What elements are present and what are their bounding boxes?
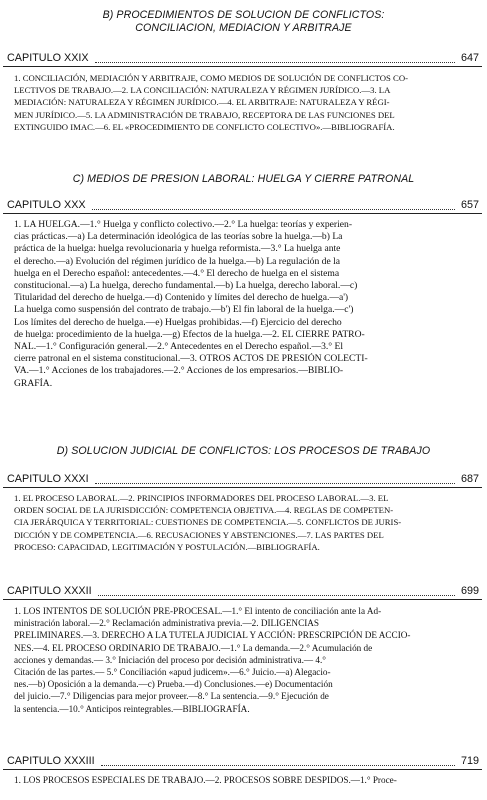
summary-line: MEDIACIÓN: NATURALEZA Y RÉGIMEN JURÍDICO.—4. EL ARBITRAJE: NATURALEZA Y RÉGI- xyxy=(14,97,390,108)
summary-line: el derecho.—a) Evolución del régimen jurídico de la huelga.—b) La regulación de la xyxy=(14,255,341,267)
chapter-title: CAPITULO XXXII xyxy=(7,585,92,597)
section-heading-c xyxy=(0,173,487,186)
chapter-title: CAPITULO XXXI xyxy=(7,473,89,485)
divider xyxy=(3,599,482,600)
summary-line: DICCIÓN Y DE COMPETENCIA.—6. RECUSACIONES Y ABSTENCIONES.—7. LAS PARTES DEL xyxy=(14,529,384,540)
summary-line: ministración laboral.—2.° Reclamación administrativa previa.—2. DILIGENCIAS xyxy=(14,618,319,629)
summary-line: la sentencia.—10.° Anticipos reintegrables.—BIBLIOGRAFÍA. xyxy=(14,703,250,714)
divider xyxy=(3,487,482,488)
chapter-summary xyxy=(14,774,477,786)
summary-line: acciones y demandas.— 3.° Iniciación del proceso por decisión administrativa.— 4.° xyxy=(14,654,326,665)
divider xyxy=(3,213,482,214)
summary-line: Titularidad del derecho de huelga.—d) Contenido y límites del derecho de huelga.—a') xyxy=(14,292,349,304)
chapter-title: CAPITULO XXIX xyxy=(7,52,89,64)
section-heading-line: CONCILIACION, MEDIACION Y ARBITRAJE xyxy=(135,22,352,34)
dot-leader xyxy=(92,200,455,210)
section-heading-line: B) PROCEDIMIENTOS DE SOLUCION DE CONFLICTOS: xyxy=(102,9,385,21)
chapter-entry-xxxii xyxy=(7,584,479,598)
summary-line: EXTINGUIDO IMAC.—6. EL «PROCEDIMIENTO DE CONFLICTO COLECTIVO».—BIBLIOGRAFÍA. xyxy=(14,121,395,132)
chapter-entry-xxxiii xyxy=(7,754,479,768)
chapter-summary xyxy=(14,492,477,553)
summary-line: constitucional.—a) La huelga, derecho fundamental.—b) La huelga, derecho laboral.—c) xyxy=(14,280,358,292)
summary-line: Los límites del derecho de huelga.—e) Huelgas prohibidas.—f) Ejercicio del derecho xyxy=(14,316,342,328)
summary-line: 1. EL PROCESO LABORAL.—2. PRINCIPIOS INFORMADORES DEL PROCESO LABORAL.—3. EL xyxy=(14,493,389,503)
summary-line: CIA JERÁRQUICA Y TERRITORIAL: CUESTIONES DE COMPETENCIA.—5. CONFLICTOS DE JURIS- xyxy=(14,517,402,528)
summary-line: LECTIVOS DE TRABAJO.—2. LA CONCILIACIÓN: NATURALEZA Y RÉGIMEN JURÍDICO.—3. LA xyxy=(14,85,391,96)
summary-line: 1. LOS INTENTOS DE SOLUCIÓN PRE-PROCESAL.—1.° El intento de conciliación ante la Ad- xyxy=(14,606,382,616)
summary-line: práctica de la huelga: huelga revolucionaria y huelga reformista.—3.° La huelga ante xyxy=(14,243,341,255)
summary-line: del juicio.—7.° Diligencias para mejor proveer.—8.° La sentencia.—9.° Ejecución de xyxy=(14,691,329,702)
page-number: 719 xyxy=(460,755,479,767)
section-heading-line: D) SOLUCION JUDICIAL DE CONFLICTOS: LOS PROCESOS DE TRABAJO xyxy=(56,445,431,457)
chapter-summary xyxy=(14,219,477,390)
summary-line: huelga en el Derecho español: antecedentes.—4.° El derecho de huelga en el sistema xyxy=(14,267,340,279)
summary-line: Citación de las partes.— 5.° Conciliación «apud judicem».—6.° Juicio.—a) Alegacio- xyxy=(14,667,331,678)
section-heading-line: C) MEDIOS DE PRESION LABORAL: HUELGA Y CIERRE PATRONAL xyxy=(72,173,415,185)
section-heading-b xyxy=(0,9,487,35)
summary-line: NES.—4. EL PROCESO ORDINARIO DE TRABAJO.—1.° La demanda.—2.° Acumulación de xyxy=(14,642,373,653)
summary-line: cias prácticas.—a) La determinación ideológica de las teorías sobre la huelga.—b) La xyxy=(14,231,343,243)
divider xyxy=(3,66,482,67)
summary-line: 1. LOS PROCESOS ESPECIALES DE TRABAJO.—2. PROCESOS SOBRE DESPIDOS.—1.° Proce- xyxy=(14,775,397,785)
chapter-title: CAPITULO XXXIII xyxy=(7,755,95,767)
dot-leader xyxy=(101,756,455,766)
summary-line: MEN JURÍDICO.—5. LA ADMINISTRACIÓN DE TRABAJO, RECEPTORA DE LAS FUNCIONES DEL xyxy=(14,109,395,120)
dot-leader xyxy=(95,474,455,484)
summary-line: cierre patronal en el sistema constitucional.—3. OTROS ACTOS DE PRESIÓN COLECTI- xyxy=(14,353,368,365)
page-number: 699 xyxy=(460,585,479,597)
summary-line: nes.—b) Oposición a la demanda.—c) Prueba.—d) Conclusiones.—e) Documentación xyxy=(14,679,333,690)
page-number: 647 xyxy=(460,52,479,64)
page-number: 687 xyxy=(460,473,479,485)
summary-line: PROCESO: CAPACIDAD, LEGITIMACIÓN Y POSTULACIÓN.—BIBLIOGRAFÍA. xyxy=(14,541,320,552)
chapter-entry-xxx xyxy=(7,198,479,212)
summary-line: de huelga: procedimiento de la huelga.—g) Efectos de la huelga.—2. EL CIERRE PATRO- xyxy=(14,328,365,340)
summary-line: GRAFÍA. xyxy=(14,377,53,389)
dot-leader xyxy=(98,586,455,596)
summary-line: VA.—1.° Acciones de los trabajadores.—2.° Acciones de los empresarios.—BIBLIO- xyxy=(14,365,344,377)
chapter-entry-xxix xyxy=(7,51,479,65)
summary-line: 1. CONCILIACIÓN, MEDIACIÓN Y ARBITRAJE, COMO MEDIOS DE SOLUCIÓN DE CONFLICTOS CO- xyxy=(14,73,408,83)
divider xyxy=(3,769,482,770)
section-heading-d xyxy=(0,445,487,458)
chapter-summary xyxy=(14,72,477,133)
dot-leader xyxy=(95,53,455,63)
summary-line: ORDEN SOCIAL DE LA JURISDICCIÓN: COMPETENCIA OBJETIVA.—4. REGLAS DE COMPETEN- xyxy=(14,505,394,516)
chapter-summary xyxy=(14,605,477,715)
summary-line: NAL.—1.° Configuración general.—2.° Antecedentes en el Derecho español.—3.° El xyxy=(14,341,344,353)
page-number: 657 xyxy=(460,199,479,211)
chapter-title: CAPITULO XXX xyxy=(7,199,86,211)
summary-line: La huelga como suspensión del contrato de trabajo.—b') El fin laboral de la huelga.—c') xyxy=(14,304,354,316)
chapter-entry-xxxi xyxy=(7,472,479,486)
summary-line: PRELIMINARES.—3. DERECHO A LA TUTELA JUDICIAL Y ACCIÓN: PRESCRIPCIÓN DE ACCIO- xyxy=(14,630,411,641)
summary-line: 1. LA HUELGA.—1.° Huelga y conflicto colectivo.—2.° La huelga: teorías y experien- xyxy=(14,219,353,230)
